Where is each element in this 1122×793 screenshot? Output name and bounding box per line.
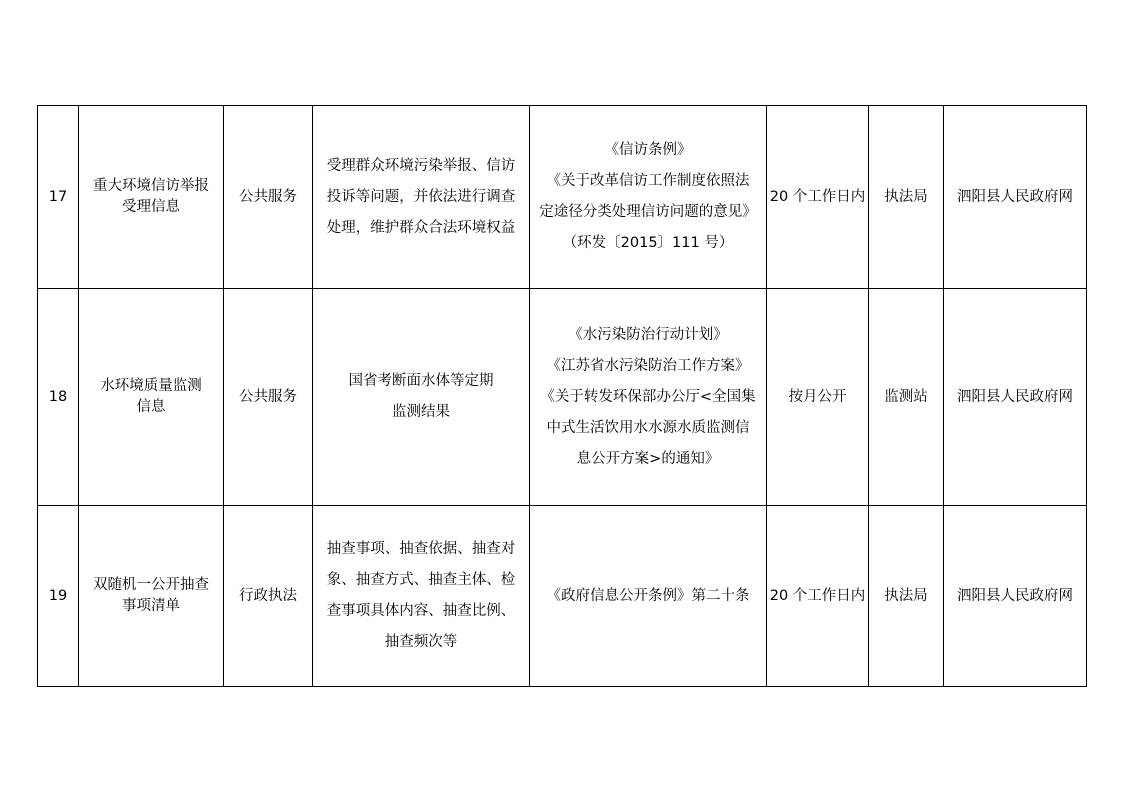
item-category: 行政执法 <box>224 506 313 687</box>
item-name <box>79 289 224 506</box>
legal-basis-line: 《关于改革信访工作制度依照法 <box>546 173 750 189</box>
disclosure-channel: 泗阳县人民政府网 <box>944 506 1087 687</box>
item-category: 公共服务 <box>224 289 313 506</box>
item-content-line: 抽查事项、抽查依据、抽查对 <box>326 541 516 557</box>
item-name-line: 水环境质量监测 <box>100 378 202 394</box>
item-content-line: 处理，维护群众合法环境权益 <box>326 219 516 236</box>
legal-basis <box>530 289 767 506</box>
legal-basis <box>530 506 767 687</box>
item-content-line: 投诉等问题，并依法进行调查 <box>326 188 516 205</box>
item-content-line: 受理群众环境污染举报、信访 <box>326 157 516 174</box>
item-name-line: 重大环境信访举报 <box>93 178 209 194</box>
table-row <box>38 506 1087 687</box>
item-name <box>79 106 224 289</box>
item-category: 公共服务 <box>224 106 313 289</box>
disclosure-channel: 泗阳县人民政府网 <box>944 106 1087 289</box>
legal-basis-line: （环发〔2015〕111 号） <box>562 235 734 251</box>
row-number: 18 <box>38 289 79 506</box>
legal-basis-line: 息公开方案>的通知》 <box>576 450 720 467</box>
legal-basis-line: 定途径分类处理信访问题的意见》 <box>539 204 757 220</box>
disclosure-channel: 泗阳县人民政府网 <box>944 289 1087 506</box>
item-content-line: 国省考断面水体等定期 <box>348 373 494 389</box>
time-limit: 按月公开 <box>767 289 869 506</box>
legal-basis-line: 《政府信息公开条例》第二十条 <box>546 587 750 604</box>
legal-basis-line: 《水污染防治行动计划》 <box>568 326 728 343</box>
item-content <box>313 506 530 687</box>
item-content-line: 监测结果 <box>392 404 450 420</box>
item-content-line: 查事项具体内容、抽查比例、 <box>326 603 516 619</box>
item-name-line: 信息 <box>136 399 166 415</box>
legal-basis-line: 《江苏省水污染防治工作方案》 <box>546 357 750 374</box>
table-row <box>38 106 1087 289</box>
responsible-department: 执法局 <box>869 506 944 687</box>
item-content <box>313 106 530 289</box>
legal-basis-line: 《信访条例》 <box>604 142 692 158</box>
time-limit: 20 个工作日内 <box>767 506 869 687</box>
item-name-line: 受理信息 <box>122 199 180 215</box>
item-name-line: 双随机一公开抽查 <box>93 577 209 593</box>
item-name <box>79 506 224 687</box>
item-content <box>313 289 530 506</box>
disclosure-table <box>37 105 1087 687</box>
item-content-line: 抽查频次等 <box>384 634 458 650</box>
row-number: 17 <box>38 106 79 289</box>
item-content-line: 象、抽查方式、抽查主体、检 <box>326 572 516 588</box>
responsible-department: 监测站 <box>869 289 944 506</box>
item-name-line: 事项清单 <box>122 598 180 614</box>
responsible-department: 执法局 <box>869 106 944 289</box>
legal-basis-line: 中式生活饮用水水源水质监测信 <box>546 419 750 436</box>
row-number: 19 <box>38 506 79 687</box>
table-row <box>38 289 1087 506</box>
time-limit: 20 个工作日内 <box>767 106 869 289</box>
legal-basis <box>530 106 767 289</box>
legal-basis-line: 《关于转发环保部办公厅<全国集 <box>540 388 756 405</box>
